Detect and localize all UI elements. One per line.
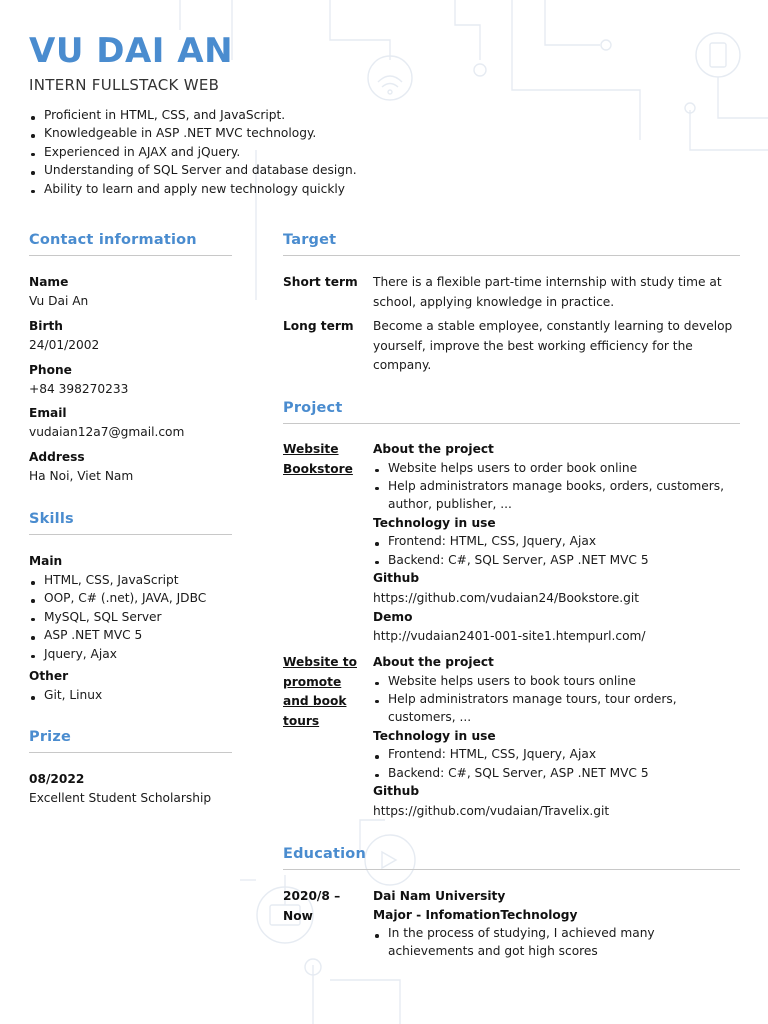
summary-item: Experienced in AJAX and jQuery.	[29, 143, 357, 161]
contact-label: Address	[29, 450, 85, 464]
contact-phone	[29, 361, 234, 399]
contact-value: 24/01/2002	[29, 338, 100, 352]
project-demo-url[interactable]: http://vudaian2401-001-site1.htempurl.com/	[373, 629, 646, 644]
contact-value: +84 398270233	[29, 382, 129, 396]
target-section-title: Target	[283, 232, 740, 256]
project-about-list	[373, 459, 743, 514]
project-github-label: Github	[373, 784, 420, 799]
skill-item: Jquery, Ajax	[29, 645, 234, 663]
skills-other-label: Other	[29, 669, 69, 684]
project-about-item: Help administrators manage books, orders, customers, author, publisher, ...	[373, 477, 743, 514]
skills-section-title: Skills	[29, 511, 232, 535]
summary-item: Knowledgeable in ASP .NET MVC technology.	[29, 124, 357, 142]
project-name-link[interactable]: Website to promote and book tours	[283, 655, 357, 728]
project-tech-item: Frontend: HTML, CSS, Jquery, Ajax	[373, 532, 743, 550]
skill-item: ASP .NET MVC 5	[29, 626, 234, 644]
prize-entry	[29, 770, 234, 808]
skill-item: HTML, CSS, JavaScript	[29, 571, 234, 589]
education-notes	[373, 924, 743, 961]
contact-value: vudaian12a7@gmail.com	[29, 425, 185, 439]
job-title: INTERN FULLSTACK WEB	[29, 76, 220, 94]
skills-other-list	[29, 686, 234, 704]
contact-section-title: Contact information	[29, 232, 232, 256]
skill-item: MySQL, SQL Server	[29, 608, 234, 626]
summary-item: Ability to learn and apply new technology quickly	[29, 180, 357, 198]
contact-birth	[29, 317, 234, 355]
skill-item: OOP, C# (.net), JAVA, JDBC	[29, 589, 234, 607]
summary-item: Proficient in HTML, CSS, and JavaScript.	[29, 106, 357, 124]
education-school: Dai Nam University	[373, 889, 506, 903]
prize-date: 08/2022	[29, 772, 85, 786]
skill-item: Git, Linux	[29, 686, 234, 704]
contact-email	[29, 404, 234, 442]
project-tech-item: Backend: C#, SQL Server, ASP .NET MVC 5	[373, 551, 743, 569]
project-about-item: Website helps users to book tours online	[373, 672, 743, 690]
prize-section-title: Prize	[29, 729, 232, 753]
project-github-label: Github	[373, 571, 420, 586]
project-tech-list	[373, 745, 743, 782]
project-about-list	[373, 672, 743, 727]
prize-name: Excellent Student Scholarship	[29, 791, 212, 805]
education-period: 2020/8 – Now	[283, 889, 341, 923]
candidate-name: VU DAI AN	[29, 31, 234, 71]
target-long-label: Long term	[283, 319, 354, 333]
contact-value: Ha Noi, Viet Nam	[29, 469, 134, 483]
education-section-title: Education	[283, 846, 740, 870]
project-github-url[interactable]: https://github.com/vudaian/Travelix.git	[373, 803, 610, 818]
project-name-link[interactable]: Website Bookstore	[283, 442, 353, 476]
contact-address	[29, 448, 234, 486]
contact-label: Birth	[29, 319, 63, 333]
project-tech-item: Backend: C#, SQL Server, ASP .NET MVC 5	[373, 764, 743, 782]
contact-label: Phone	[29, 363, 72, 377]
project-about-label: About the project	[373, 655, 494, 669]
project-demo-label: Demo	[373, 609, 413, 624]
education-note: In the process of studying, I achieved many achievements and got high scores	[373, 924, 743, 961]
project-github-url[interactable]: https://github.com/vudaian24/Bookstore.git	[373, 590, 640, 605]
target-long-text: Become a stable employee, constantly learning to develop yourself, improve the best working efficiency for the company.	[373, 319, 733, 372]
project-about-item: Website helps users to order book online	[373, 459, 743, 477]
education-major: Major - InfomationTechnology	[373, 907, 578, 922]
contact-name	[29, 273, 234, 311]
skills-main-label: Main	[29, 554, 63, 568]
project-tech-list	[373, 532, 743, 569]
project-about-item: Help administrators manage tours, tour orders, customers, ...	[373, 690, 743, 727]
summary-list	[29, 106, 357, 198]
target-short-label: Short term	[283, 275, 358, 289]
contact-label: Name	[29, 275, 69, 289]
skills-main	[29, 552, 234, 704]
skills-main-list	[29, 571, 234, 663]
summary-item: Understanding of SQL Server and database design.	[29, 161, 357, 179]
target-short-text: There is a flexible part-time internship with study time at school, applying knowledge in practice.	[373, 275, 722, 309]
project-tech-item: Frontend: HTML, CSS, Jquery, Ajax	[373, 745, 743, 763]
contact-label: Email	[29, 406, 67, 420]
project-about-label: About the project	[373, 442, 494, 456]
contact-value: Vu Dai An	[29, 294, 89, 308]
project-section-title: Project	[283, 400, 740, 424]
project-tech-label: Technology in use	[373, 515, 496, 530]
project-tech-label: Technology in use	[373, 728, 496, 743]
